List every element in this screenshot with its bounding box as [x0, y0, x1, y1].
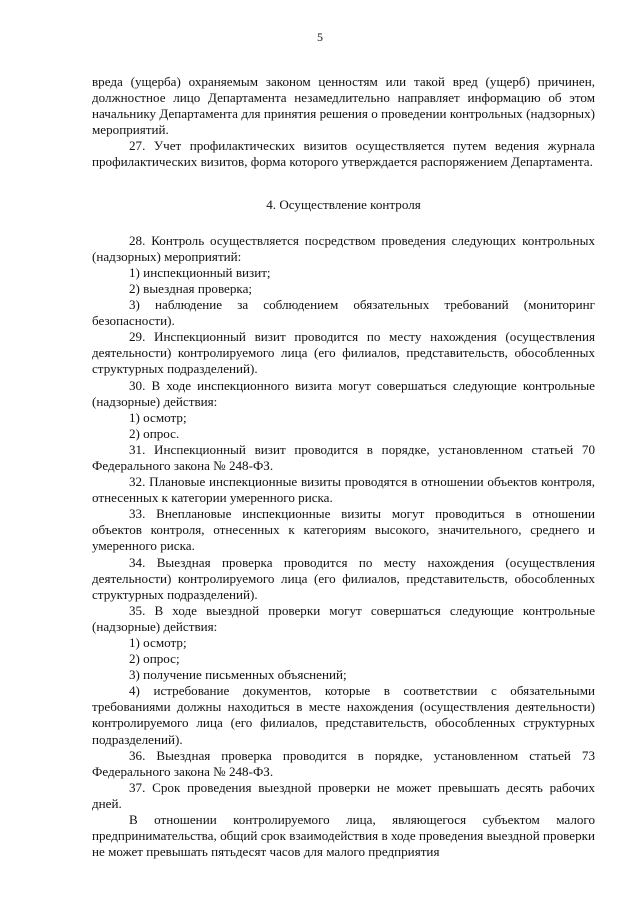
paragraph: 27. Учет профилактических визитов осуществляется путем ведения журнала профилактических визитов, форма которого утверждается распоряжением Департамента. [92, 138, 595, 170]
paragraph: В отношении контролируемого лица, являющегося субъектом малого предпринимательства, общий срок взаимодействия в ходе проведения выездной проверки не может превышать пятьдесят часов для малого предприятия [92, 812, 595, 860]
paragraph: 36. Выездная проверка проводится в порядке, установленном статьей 73 Федерального закона № 248-ФЗ. [92, 747, 595, 779]
list-item: 1) осмотр; [129, 635, 187, 650]
paragraphs-before-heading [92, 74, 595, 171]
paragraph: 37. Срок проведения выездной проверки не может превышать десять рабочих дней. [92, 779, 595, 811]
list-item: 3) получение письменных объяснений; [129, 667, 347, 683]
paragraph: 31. Инспекционный визит проводится в порядке, установленном статьей 70 Федерального закона № 248-ФЗ. [92, 441, 595, 473]
paragraph: 35. В ходе выездной проверки могут совершаться следующие контрольные (надзорные) действия: [92, 602, 595, 634]
paragraph: вреда (ущерба) охраняемым законом ценностям или такой вред (ущерб) причинен, должностное лицо Департамента незамедлительно направляет информацию об этом начальнику Департамента для принятия решения о проведении контрольных (надзорных) мероприятий. [92, 74, 595, 138]
paragraph: 32. Плановые инспекционные визиты проводятся в отношении объектов контроля, отнесенных к категории умеренного риска. [92, 474, 595, 506]
page-number: 5 [317, 30, 323, 44]
list-item: 2) опрос. [129, 425, 180, 441]
list-item: 2) выездная проверка; [129, 280, 253, 296]
list-item: 1) инспекционный визит; [129, 264, 271, 280]
paragraph: 3) наблюдение за соблюдением обязательных требований (мониторинг безопасности). [92, 297, 595, 329]
list-item: 2) опрос; [129, 651, 180, 667]
paragraph: 33. Внеплановые инспекционные визиты могут проводиться в отношении объектов контроля, отнесенных к категориям высокого, значительного, среднего и умеренного риска. [92, 506, 595, 554]
paragraph: 4) истребование документов, которые в соответствии с обязательными требованиями должны находиться в месте нахождения (осуществления деятельности) контролируемого лица (его филиалов, представительств, обособленных структурных подразделений). [92, 683, 595, 747]
paragraph: 30. В ходе инспекционного визита могут совершаться следующие контрольные (надзорные) действия: [92, 377, 595, 409]
paragraphs-after-heading [92, 233, 595, 861]
list-item: 1) осмотр; [129, 409, 187, 425]
paragraph: 28. Контроль осуществляется посредством проведения следующих контрольных (надзорных) мероприятий: [92, 232, 595, 264]
document-body [92, 74, 595, 860]
paragraph: 29. Инспекционный визит проводится по месту нахождения (осуществления деятельности) контролируемого лица (его филиалов, представительств, обособленных структурных подразделений). [92, 329, 595, 377]
section-heading: 4. Осуществление контроля [266, 196, 421, 212]
paragraph: 34. Выездная проверка проводится по месту нахождения (осуществления деятельности) контролируемого лица (его филиалов, представительств, обособленных структурных подразделений). [92, 554, 595, 602]
